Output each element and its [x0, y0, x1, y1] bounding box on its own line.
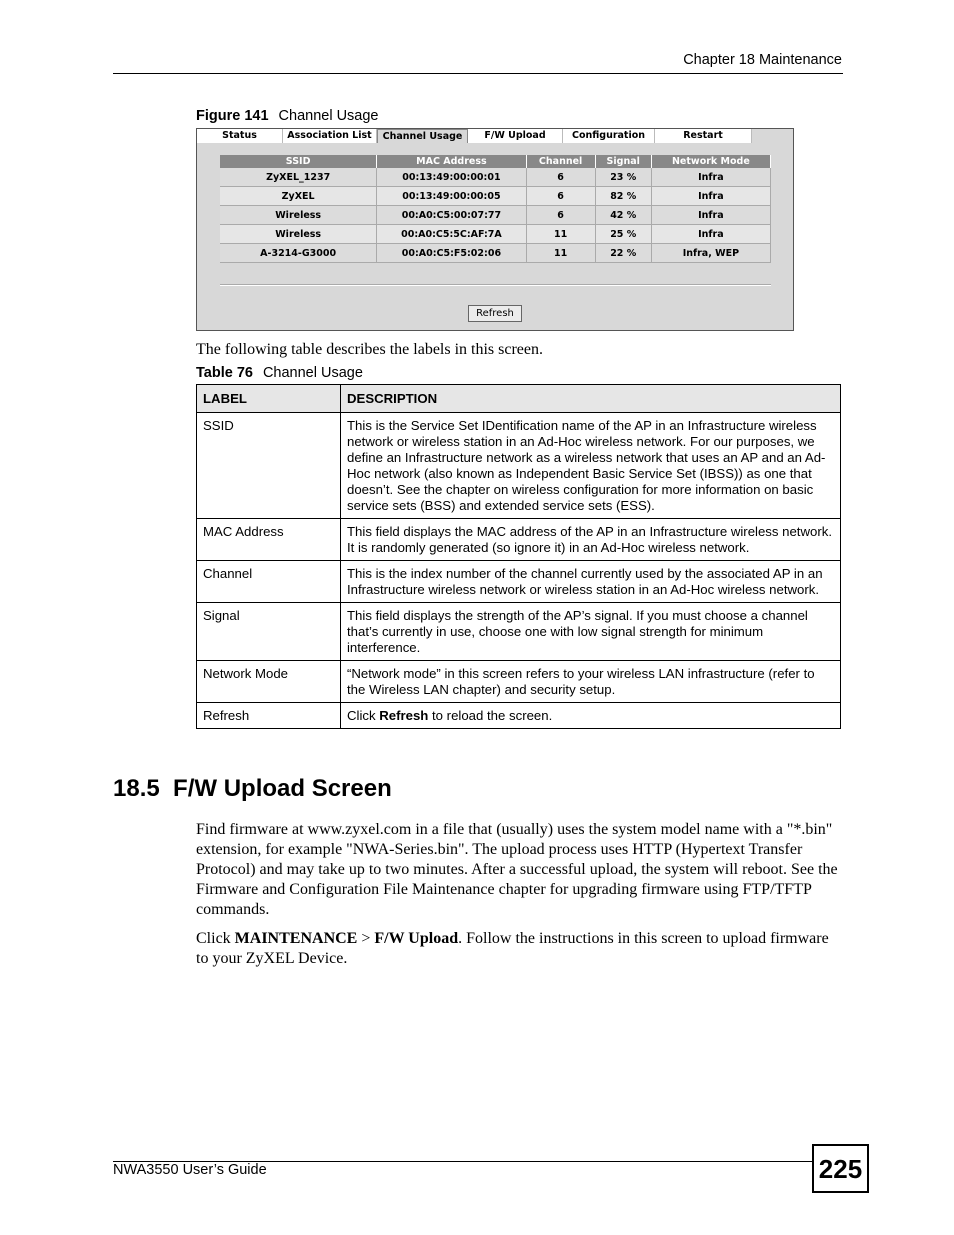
cell-mac: 00:13:49:00:00:01: [377, 168, 526, 187]
channel-usage-table: [220, 155, 771, 263]
para-text: Click: [196, 930, 235, 947]
tab-association-list[interactable]: Association List: [283, 129, 377, 143]
row-label: Refresh: [197, 703, 341, 729]
col-ssid: SSID: [220, 155, 377, 168]
table-row: [220, 206, 771, 225]
table-row: [220, 168, 771, 187]
label-description-table: [196, 384, 841, 729]
cell-network-mode: Infra: [652, 187, 771, 206]
col-label: LABEL: [197, 385, 341, 413]
running-header: Chapter 18 Maintenance: [683, 52, 842, 68]
table-row: [220, 244, 771, 263]
section-heading: 18.5 F/W Upload Screen: [113, 775, 392, 802]
screen-divider: [220, 284, 771, 286]
row-label: SSID: [197, 413, 341, 519]
cell-network-mode: Infra: [652, 225, 771, 244]
footer-guide-title: NWA3550 User’s Guide: [113, 1162, 267, 1178]
page-number: 225: [812, 1144, 869, 1193]
cell-ssid: Wireless: [220, 206, 377, 225]
section-paragraph: Find firmware at www.zyxel.com in a file that (usually) uses the system model name with a "*.bin" extension, for example "NWA-Series.bin". The upload process uses HTTP (Hypertext Transfer Protocol) and may take up to two minutes. After a successful upload, the system will reboot. See the Firmware and Configuration File Maintenance chapter for upgrading firmware using FTP/TFTP commands.: [196, 821, 838, 918]
cell-mac: 00:A0:C5:00:07:77: [377, 206, 526, 225]
row-label: Channel: [197, 561, 341, 603]
cell-signal: 42 %: [596, 206, 652, 225]
table-row: [197, 603, 841, 661]
row-description: “Network mode” in this screen refers to your wireless LAN infrastructure (refer to the Wireless LAN chapter) and security setup.: [341, 661, 841, 703]
col-network-mode: Network Mode: [652, 155, 771, 168]
row-description: This field displays the strength of the AP’s signal. If you must choose a channel that’s currently in use, choose one with low signal strength for minimum interference.: [341, 603, 841, 661]
figure-label: Figure 141: [196, 108, 269, 124]
tab-status[interactable]: Status: [197, 129, 283, 143]
table-row: [197, 519, 841, 561]
cell-signal: 25 %: [596, 225, 652, 244]
table-row: [220, 225, 771, 244]
cell-channel: 6: [527, 168, 596, 187]
cell-network-mode: Infra: [652, 206, 771, 225]
section-paragraph: [196, 929, 842, 969]
row-description: [341, 703, 841, 729]
col-channel: Channel: [527, 155, 596, 168]
cell-mac: 00:A0:C5:5C:AF:7A: [377, 225, 526, 244]
para-text: >: [357, 930, 375, 947]
figure-title: Channel Usage: [278, 108, 379, 124]
cell-signal: 82 %: [596, 187, 652, 206]
table-row: [197, 561, 841, 603]
cell-ssid: A-3214-G3000: [220, 244, 377, 263]
channel-table-header: [220, 155, 771, 168]
refresh-button[interactable]: Refresh: [468, 305, 522, 322]
desc-table-header: [197, 385, 841, 413]
table-row: [197, 413, 841, 519]
cell-network-mode: Infra, WEP: [652, 244, 771, 263]
cell-ssid: ZyXEL_1237: [220, 168, 377, 187]
table-title: Channel Usage: [262, 365, 363, 381]
screen-tab-bar: [197, 129, 752, 143]
cell-signal: 23 %: [596, 168, 652, 187]
cell-ssid: ZyXEL: [220, 187, 377, 206]
intro-text: The following table describes the labels in this screen.: [196, 341, 544, 358]
para-text: . Follow the instructions in this screen to upload firmware to your ZyXEL Device.: [196, 930, 829, 967]
row-label: Signal: [197, 603, 341, 661]
cell-ssid: Wireless: [220, 225, 377, 244]
tab-configuration[interactable]: Configuration: [563, 129, 655, 143]
channel-usage-screenshot: [196, 128, 794, 331]
col-description: DESCRIPTION: [341, 385, 841, 413]
menu-name: MAINTENANCE: [234, 930, 358, 947]
desc-bold: Refresh: [379, 708, 429, 723]
table-caption: [196, 365, 363, 381]
cell-network-mode: Infra: [652, 168, 771, 187]
cell-channel: 11: [527, 225, 596, 244]
tab-channel-usage[interactable]: Channel Usage: [377, 129, 468, 143]
desc-text: to reload the screen.: [428, 708, 553, 723]
cell-mac: 00:A0:C5:F5:02:06: [377, 244, 526, 263]
row-label: MAC Address: [197, 519, 341, 561]
header-rule: [113, 73, 843, 74]
desc-text: Click: [347, 708, 380, 723]
table-row: [220, 187, 771, 206]
row-description: This field displays the MAC address of the AP in an Infrastructure wireless network. It is randomly generated (so ignore it) in an Ad-Hoc wireless network.: [341, 519, 841, 561]
row-description: This is the Service Set IDentification name of the AP in an Infrastructure wireless network or wireless station in an Ad-Hoc wireless network. For our purposes, we define an Infrastructure network as a wireless network that uses an AP and an Ad-Hoc network (also known as Independent Basic Service Set (IBSS)) as one that doesn’t. See the chapter on wireless configuration for more information on basic service sets (BSS) and extended service sets (ESS).: [341, 413, 841, 519]
row-label: Network Mode: [197, 661, 341, 703]
table-label: Table 76: [196, 365, 253, 381]
cell-channel: 11: [527, 244, 596, 263]
row-description: This is the index number of the channel currently used by the associated AP in an Infrastructure wireless network or wireless station in an Ad-Hoc wireless network.: [341, 561, 841, 603]
figure-caption: [196, 108, 379, 124]
screen-name: F/W Upload: [374, 930, 459, 947]
cell-mac: 00:13:49:00:00:05: [377, 187, 526, 206]
tab-fw-upload[interactable]: F/W Upload: [468, 129, 563, 143]
col-signal: Signal: [596, 155, 652, 168]
col-mac-address: MAC Address: [377, 155, 526, 168]
cell-signal: 22 %: [596, 244, 652, 263]
cell-channel: 6: [527, 206, 596, 225]
table-row: [197, 661, 841, 703]
tab-restart[interactable]: Restart: [655, 129, 752, 143]
cell-channel: 6: [527, 187, 596, 206]
table-row: [197, 703, 841, 729]
